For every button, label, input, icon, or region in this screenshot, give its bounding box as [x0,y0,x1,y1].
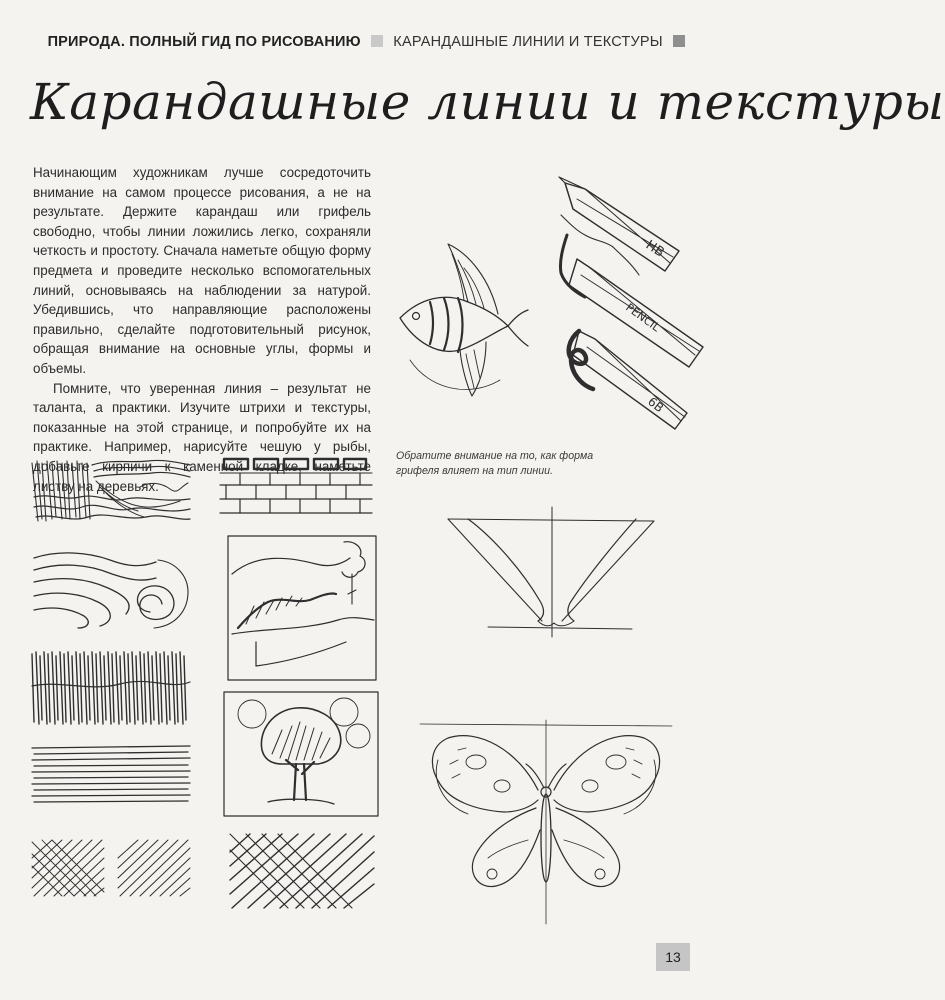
wing-construction-sketch [440,505,660,640]
pencil-label-pencil: PENCIL [623,300,663,335]
body-text [33,163,371,496]
book-title: ПРИРОДА. ПОЛНЫЙ ГИД ПО РИСОВАНИЮ [47,34,361,50]
header-square-dark [673,35,685,47]
dark-hatch-texture [226,832,376,910]
horizontal-stroke-texture [30,744,192,806]
scribble-texture [30,457,192,527]
fish-sketch [390,240,530,400]
pencil-label-6b: 6B [645,394,667,416]
page-number: 13 [656,943,690,971]
paragraph-2: Помните, что уверенная линия – результат не таланта, а практики. Изучите штрихи и текстуры, показанные на этой странице, и попробуйте их на практике. Например, нарисуйте чешую у рыбы, добавьте кирпичи к каменной кладке, наметьте листву на деревьях. [33,380,371,494]
crosshatch-texture-1 [30,838,106,898]
page-title: Карандашные линии и текстуры [30,73,945,131]
section-title: КАРАНДАШНЫЕ ЛИНИИ И ТЕКСТУРЫ [393,34,663,50]
landscape-sketch [226,534,378,682]
tree-sketch [222,690,380,818]
running-header [0,34,727,54]
pencils-sketch [555,175,705,430]
paragraph-1: Начинающим художникам лучше сосредоточить внимание на самом процессе рисования, а не на результате. Держите карандаш или грифель свободно, чтобы линии ложились легко, сохраняли четкость и простоту. Сначала наметьте общую форму предмета и проведите несколько вспомогательных линий, основываясь на наблюдении за натурой. Убедившись, что направляющие расположены правильно, сделайте подготовительный рисунок, обращая внимание на основные углы, формы и объемы. [33,165,371,376]
wave-texture [30,548,192,630]
pencil-label-hb: HB [642,237,667,261]
vertical-stroke-texture [30,650,192,728]
header-square-light [371,35,383,47]
crosshatch-texture-2 [116,838,192,898]
caption: Обратите внимание на то, как форма грифеля влияет на тип линии. [396,450,594,477]
butterfly-sketch [418,720,674,926]
brick-wall-sketch [216,453,376,517]
